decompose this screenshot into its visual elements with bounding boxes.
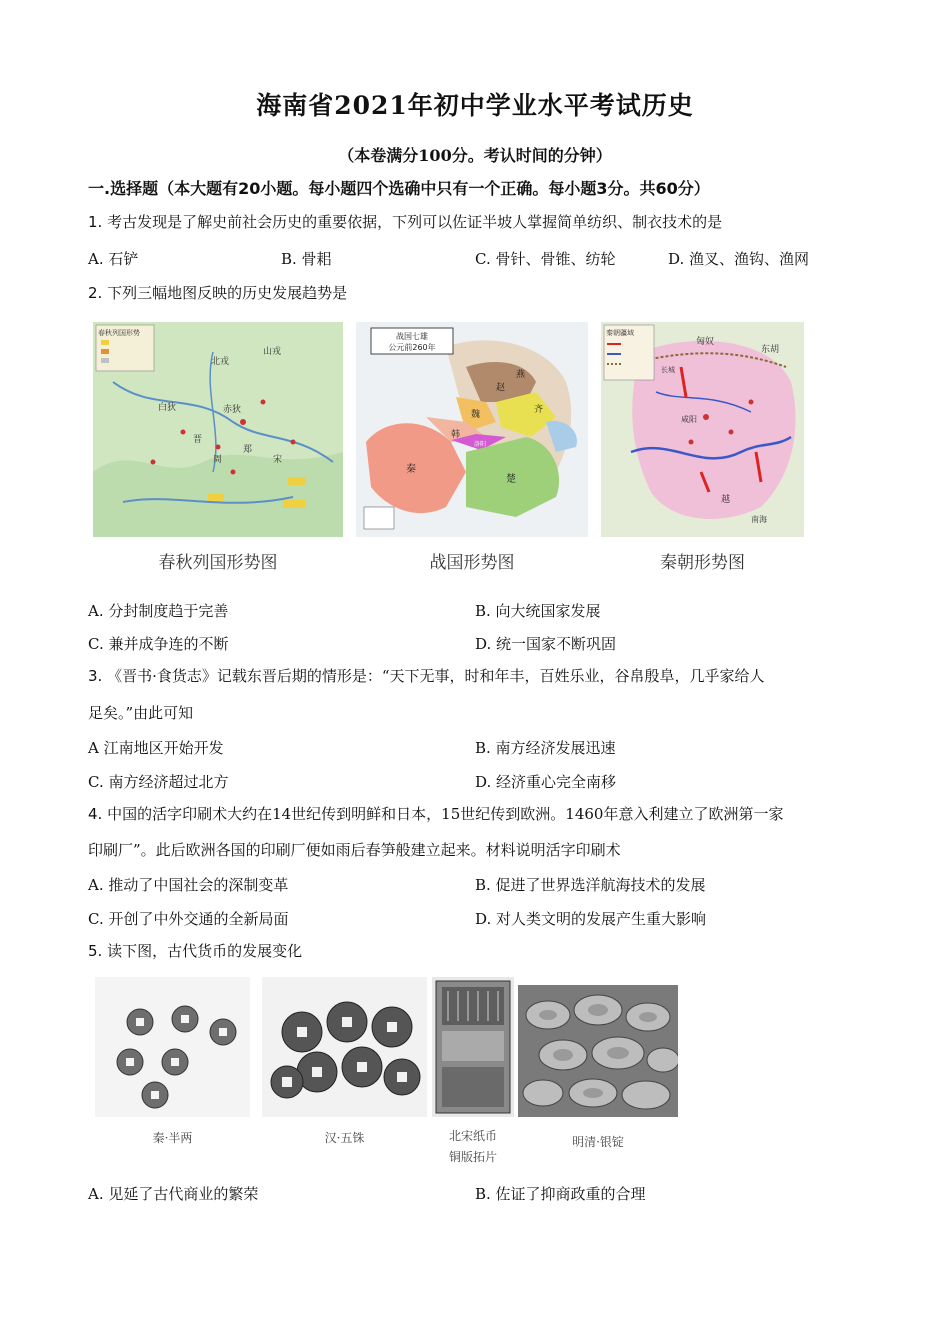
q4-option-b: B. 促进了世界选洋航海技术的发展 xyxy=(475,876,706,894)
question-number: 1. xyxy=(88,213,103,231)
coin-label: 汉·五铢 xyxy=(324,1131,365,1145)
map-label: 白狄 xyxy=(158,403,177,413)
map-label: 北戎 xyxy=(211,357,230,367)
map-spring-autumn-image xyxy=(93,322,343,537)
coin-label: 北宋纸币 xyxy=(448,1129,497,1143)
map-caption-warring-states: 战国形势图 xyxy=(429,553,515,573)
map-inner-title: 春秋列国形势 xyxy=(98,329,140,337)
map-label: 赤狄 xyxy=(223,405,242,415)
q4-option-a: A. 推动了中国社会的深制变革 xyxy=(88,876,289,894)
jiaozi-print-image xyxy=(432,977,514,1117)
map-label: 越 xyxy=(721,495,731,505)
map-spring-autumn xyxy=(93,322,343,537)
question-2 xyxy=(88,283,347,303)
map-caption-spring-autumn: 春秋列国形势图 xyxy=(158,553,278,573)
map-inner-title: 秦朝疆域 xyxy=(606,329,634,337)
coin-label-2: 铜版拓片 xyxy=(448,1150,497,1164)
map-label: 东胡 xyxy=(761,345,780,355)
map-caption-qin: 秦朝形势图 xyxy=(660,553,745,573)
page-title: 海南省2021年初中学业水平考试历史 xyxy=(256,91,694,120)
map-label: 秦 xyxy=(406,464,416,475)
coin-label: 秦·半两 xyxy=(152,1131,193,1145)
question-text: 读下图，古代货币的发展变化 xyxy=(107,942,303,960)
q1-option-b: B. 骨耜 xyxy=(281,250,332,268)
map-inner-title: 战国七雄 xyxy=(396,332,428,341)
question-4 xyxy=(88,804,783,824)
q2-option-d: D. 统一国家不断巩固 xyxy=(475,635,617,653)
map-label: 楚 xyxy=(506,474,516,485)
map-label: 魏 xyxy=(471,410,481,420)
map-label: 南海 xyxy=(751,515,767,524)
wuzhu-coins-image xyxy=(262,977,427,1117)
map-label: 洛阳 xyxy=(474,441,487,448)
q3-option-d: D. 经济重心完全南移 xyxy=(475,773,617,791)
question-text-line-1: 中国的活字印刷术大约在14世纪传到明鲜和日本，15世纪传到欧洲。1460年意入利建立了欧洲第一家 xyxy=(107,805,784,823)
map-label: 齐 xyxy=(534,405,544,415)
map-warring-states xyxy=(356,322,588,537)
q5-option-a: A. 见延了古代商业的繁荣 xyxy=(88,1185,259,1203)
q4-option-c: C. 开创了中外交通的全新局面 xyxy=(88,910,289,928)
question-5 xyxy=(88,941,302,961)
question-text: 下列三幅地图反映的历史发展趋势是 xyxy=(107,284,348,302)
coin-label: 明清·银锭 xyxy=(572,1135,624,1149)
banliang-coins-image xyxy=(95,977,250,1117)
question-text: 考古发现是了解史前社会历史的重要依据，下列可以佐证半坡人掌握简单纺织、制衣技术的是 xyxy=(107,213,723,231)
q4-option-d: D. 对人类文明的发展产生重大影响 xyxy=(475,910,707,928)
map-label: 周 xyxy=(213,455,223,465)
question-4-line-2: 印刷厂”。此后欧洲各国的印刷厂便如雨后春笋般建立起来。材料说明活字印刷术 xyxy=(88,841,621,859)
section-heading: 一.选择题（本大题有20小题。每小题四个选确中只有一个正确。每小题3分。共60分） xyxy=(88,179,710,198)
coin-image-song-jiaozi xyxy=(432,977,514,1167)
coin-image-qin-banliang xyxy=(95,977,250,1157)
page-subtitle: （本卷满分100分。考认时间的分钟） xyxy=(338,146,612,165)
map-label: 咸阳 xyxy=(681,415,697,424)
q1-option-a: A. 石铲 xyxy=(88,250,139,268)
q2-option-b: B. 向大统国家发展 xyxy=(475,602,601,620)
map-label: 匈奴 xyxy=(696,337,715,347)
q1-option-d: D. 渔叉、渔钩、渔网 xyxy=(668,250,810,268)
q3-option-c: C. 南方经济超过北方 xyxy=(88,773,229,791)
q2-option-a: A. 分封制度趋于完善 xyxy=(88,602,229,620)
q5-option-b: B. 佐证了抑商政重的合理 xyxy=(475,1185,646,1203)
question-text-line-1: 《晋书·食货志》记载东晋后期的情形是：“天下无事，时和年丰，百姓乐业，谷帛殷阜，几乎家给人 xyxy=(107,667,765,685)
q3-option-a: A 江南地区开始开发 xyxy=(88,739,224,757)
map-label: 宋 xyxy=(273,455,283,465)
q1-option-c: C. 骨针、骨锥、纺轮 xyxy=(475,250,616,268)
question-3-line-2: 足矣。”由此可知 xyxy=(88,704,194,722)
q2-option-c: C. 兼并成争连的不断 xyxy=(88,635,229,653)
coin-image-han-wuzhu xyxy=(262,977,427,1157)
map-label: 赵 xyxy=(496,383,506,393)
q3-option-b: B. 南方经济发展迅速 xyxy=(475,739,616,757)
question-number: 5. xyxy=(88,942,103,960)
question-number: 3. xyxy=(88,667,103,685)
question-number: 4. xyxy=(88,805,103,823)
coin-image-ming-qing-silver xyxy=(518,985,678,1160)
map-label: 郑 xyxy=(243,445,253,455)
question-1 xyxy=(88,212,722,232)
map-qin-dynasty-image xyxy=(601,322,804,537)
map-label: 燕 xyxy=(516,370,526,380)
map-label: 晋 xyxy=(193,435,203,445)
map-warring-states-image xyxy=(356,322,588,537)
silver-ingots-image xyxy=(518,985,678,1117)
map-label: 韩 xyxy=(451,430,461,440)
map-label: 长城 xyxy=(661,366,675,374)
question-number: 2. xyxy=(88,284,103,302)
map-inner-subtitle: 公元前260年 xyxy=(388,343,436,352)
map-label: 山戎 xyxy=(263,347,282,357)
map-qin-dynasty xyxy=(601,322,804,537)
question-3 xyxy=(88,666,765,686)
